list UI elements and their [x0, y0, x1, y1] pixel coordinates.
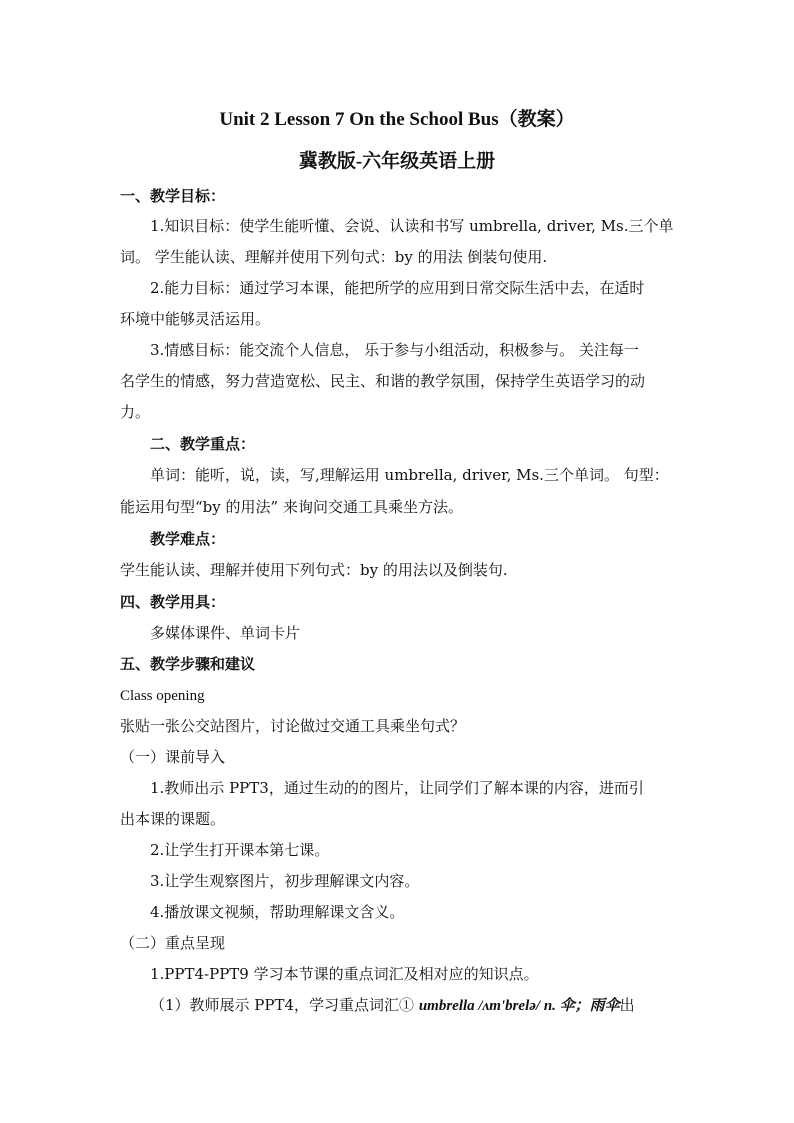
- subsection-heading: （二）重点呈现: [120, 934, 226, 952]
- paragraph-line: 4.播放课文视频，帮助理解课文含义。: [150, 903, 405, 921]
- vocab-prefix: （1）教师展示 PPT4，学习重点词汇①: [150, 996, 419, 1014]
- paragraph-line-vocab: [150, 995, 635, 1016]
- document-title: Unit 2 Lesson 7 On the School Bus（教案）: [219, 109, 575, 130]
- paragraph-line: 词。 学生能认读、理解并使用下列句式：by 的用法 倒装句使用.: [120, 248, 548, 266]
- paragraph-line: 张贴一张公交站图片，讨论做过交通工具乘坐句式？: [120, 717, 466, 735]
- section-heading-steps: 五、教学步骤和建议: [120, 655, 256, 673]
- document-subtitle: 冀教版-六年级英语上册: [298, 151, 496, 172]
- paragraph-line: 学生能认读、理解并使用下列句式：by 的用法以及倒装句.: [120, 561, 508, 579]
- section-heading-objectives: 一、教学目标：: [120, 187, 226, 205]
- paragraph-line: 能运用句型“by 的用法” 来询问交通工具乘坐方法。: [120, 498, 463, 516]
- paragraph-line: 出本课的课题。: [120, 810, 226, 828]
- subsection-heading: （一）课前导入: [120, 748, 226, 766]
- paragraph-line: Class opening: [120, 688, 205, 704]
- paragraph-line: 单词：能听，说，读，写,理解运用 umbrella, driver, Ms.三个单词。 句型：: [150, 466, 669, 484]
- paragraph-line: 1.知识目标：使学生能听懂、会说、认读和书写 umbrella, driver, Ms.三个单: [150, 217, 674, 235]
- vocab-suffix: 出: [619, 996, 635, 1014]
- vocab-word: umbrella /ʌm'brelə/ n. 伞；雨伞: [418, 998, 620, 1014]
- paragraph-line: 力。: [120, 403, 151, 421]
- paragraph-line: 1.PPT4-PPT9 学习本节课的重点词汇及相对应的知识点。: [150, 965, 539, 983]
- paragraph-line: 名学生的情感，努力营造宽松、民主、和谐的教学氛围，保持学生英语学习的动: [120, 372, 646, 390]
- paragraph-line: 3.情感目标：能交流个人信息， 乐于参与小组活动，积极参与。 关注每一: [150, 341, 639, 359]
- paragraph-line: 3.让学生观察图片，初步理解课文内容。: [150, 872, 420, 890]
- paragraph-line: 2.让学生打开课本第七课。: [150, 841, 330, 859]
- paragraph-line: 环境中能够灵活运用。: [120, 310, 271, 328]
- section-heading-difficulties: 教学难点：: [150, 530, 226, 548]
- paragraph-line: 2.能力目标：通过学习本课，能把所学的应用到日常交际生活中去，在适时: [150, 279, 645, 297]
- section-heading-key-points: 二、教学重点：: [150, 435, 256, 453]
- section-heading-teaching-aids: 四、教学用具：: [120, 593, 226, 611]
- paragraph-line: 1.教师出示 PPT3，通过生动的的图片，让同学们了解本课的内容，进而引: [150, 779, 644, 797]
- paragraph-line: 多媒体课件、单词卡片: [150, 624, 301, 642]
